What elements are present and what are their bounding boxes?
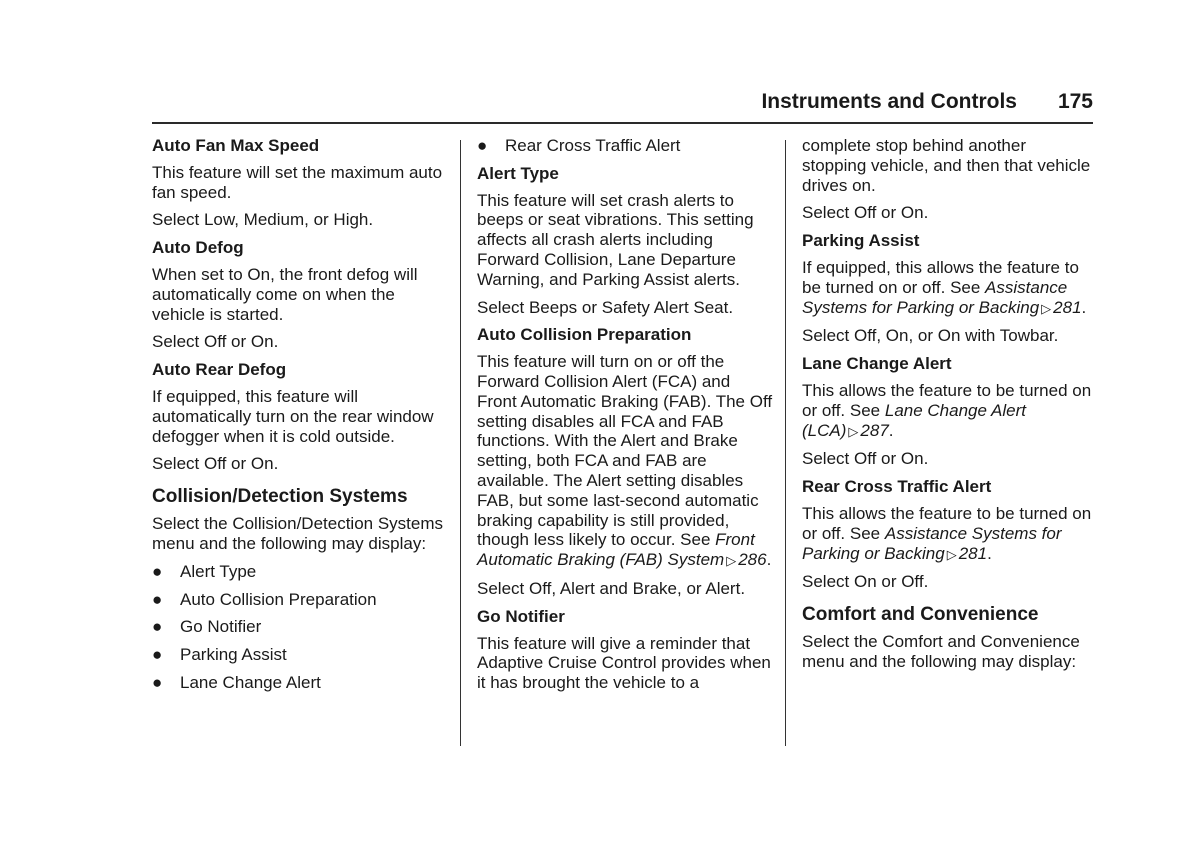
- page-reference-number[interactable]: 286: [738, 550, 767, 570]
- bullet-icon: ●: [152, 645, 163, 665]
- column-divider: [785, 140, 786, 746]
- page-header: [152, 88, 1093, 124]
- heading-auto-collision-preparation: Auto Collision Preparation: [477, 325, 692, 345]
- column-3: [802, 136, 1094, 680]
- heading-alert-type: Alert Type: [477, 163, 559, 183]
- heading-auto-defog: Auto Defog: [152, 238, 244, 258]
- list-item: ● Lane Change Alert: [152, 672, 321, 692]
- paragraph: This allows the feature to be turned on or off. See Assistance Systems for Parking or Backing ▷ 281.: [802, 503, 1092, 563]
- page-reference-number[interactable]: 281: [958, 543, 988, 563]
- paragraph: This feature will give a reminder that Adaptive Cruise Control provides when it has brought the vehicle to a: [477, 633, 771, 693]
- paragraph: Select Off, On, or On with Towbar.: [802, 326, 1059, 346]
- page-reference-icon: ▷: [848, 423, 859, 439]
- paragraph: When set to On, the front defog will automatically come on when the vehicle is started.: [152, 264, 418, 324]
- cross-reference-link[interactable]: Assistance Systems for Parking or Backing: [802, 523, 1062, 563]
- page-reference-icon: ▷: [1041, 300, 1052, 316]
- page-reference-number[interactable]: 281: [1053, 297, 1082, 317]
- page-reference-icon: ▷: [726, 553, 737, 569]
- cross-reference-link[interactable]: Lane Change Alert (LCA): [802, 400, 1026, 440]
- list-item: ● Auto Collision Preparation: [152, 589, 377, 609]
- heading-rear-cross-traffic-alert: Rear Cross Traffic Alert: [802, 477, 992, 497]
- bullet-icon: ●: [152, 617, 163, 637]
- paragraph: Select the Collision/Detection Systems menu and the following may display:: [152, 514, 444, 553]
- paragraph: Select Low, Medium, or High.: [152, 210, 374, 230]
- column-2: [477, 136, 773, 701]
- paragraph: Select Off or On.: [802, 203, 929, 223]
- paragraph: If equipped, this allows the feature to be turned on or off. See Assistance Systems for Parking or Backing ▷ 281.: [802, 257, 1087, 317]
- column-divider: [460, 140, 461, 746]
- page-number: 175: [1057, 90, 1093, 113]
- paragraph: Select the Comfort and Convenience menu and the following may display:: [802, 632, 1080, 671]
- heading-go-notifier: Go Notifier: [477, 606, 565, 626]
- cross-reference-link[interactable]: Assistance Systems for Parking or Backing: [802, 277, 1068, 317]
- heading-parking-assist: Parking Assist: [802, 231, 920, 251]
- paragraph: This feature will set the maximum auto fan speed.: [152, 162, 443, 202]
- paragraph: Select Off or On.: [802, 449, 929, 469]
- paragraph: This feature will turn on or off the Forward Collision Alert (FCA) and Front Automatic Braking (FAB). The Off setting disables all FCA and FAB functions. With the Alert and Brake setting, both FCA and FAB are available. The Alert setting disables FAB, but some last-second automatic braking capability is still provided, though less likely to occur. See Front Automatic Braking (FAB) System ▷ 286.: [477, 352, 773, 570]
- list-item: ● Alert Type: [152, 561, 257, 581]
- paragraph: Select Off or On.: [152, 332, 279, 352]
- bullet-icon: ●: [152, 672, 163, 692]
- heading-lane-change-alert: Lane Change Alert: [802, 354, 952, 374]
- cross-reference-link[interactable]: Front Automatic Braking (FAB) System: [477, 530, 755, 570]
- heading-auto-fan-max-speed: Auto Fan Max Speed: [152, 136, 320, 155]
- paragraph: If equipped, this feature will automatically turn on the rear window defogger when it is cold outside.: [152, 386, 434, 446]
- paragraph: Select Off, Alert and Brake, or Alert.: [477, 578, 746, 598]
- list-item: ● Parking Assist: [152, 645, 287, 665]
- heading-auto-rear-defog: Auto Rear Defog: [152, 360, 287, 380]
- paragraph: Select On or Off.: [802, 572, 929, 592]
- bullet-icon: ●: [152, 589, 163, 609]
- bullet-icon: ●: [152, 561, 163, 581]
- list-item: ● Rear Cross Traffic Alert: [477, 136, 681, 155]
- paragraph: Select Beeps or Safety Alert Seat.: [477, 297, 734, 317]
- page-reference-number[interactable]: 287: [860, 420, 889, 440]
- list-item: ● Go Notifier: [152, 617, 262, 637]
- paragraph: This allows the feature to be turned on or off. See Lane Change Alert (LCA) ▷ 287.: [802, 380, 1092, 440]
- heading-collision-detection-systems: Collision/Detection Systems: [152, 486, 408, 508]
- paragraph: complete stop behind another stopping vehicle, and then that vehicle drives on.: [802, 136, 1091, 195]
- bullet-icon: ●: [477, 136, 488, 155]
- paragraph: Select Off or On.: [152, 454, 279, 474]
- section-title: Instruments and Controls: [761, 90, 1017, 113]
- paragraph: This feature will set crash alerts to beeps or seat vibrations. This setting affects all crash alerts including Forward Collision, Lane Departure Warning, and Parking Assist alerts.: [477, 190, 754, 289]
- heading-comfort-and-convenience: Comfort and Convenience: [802, 604, 1039, 626]
- page-reference-icon: ▷: [946, 546, 957, 562]
- column-1: [152, 136, 448, 701]
